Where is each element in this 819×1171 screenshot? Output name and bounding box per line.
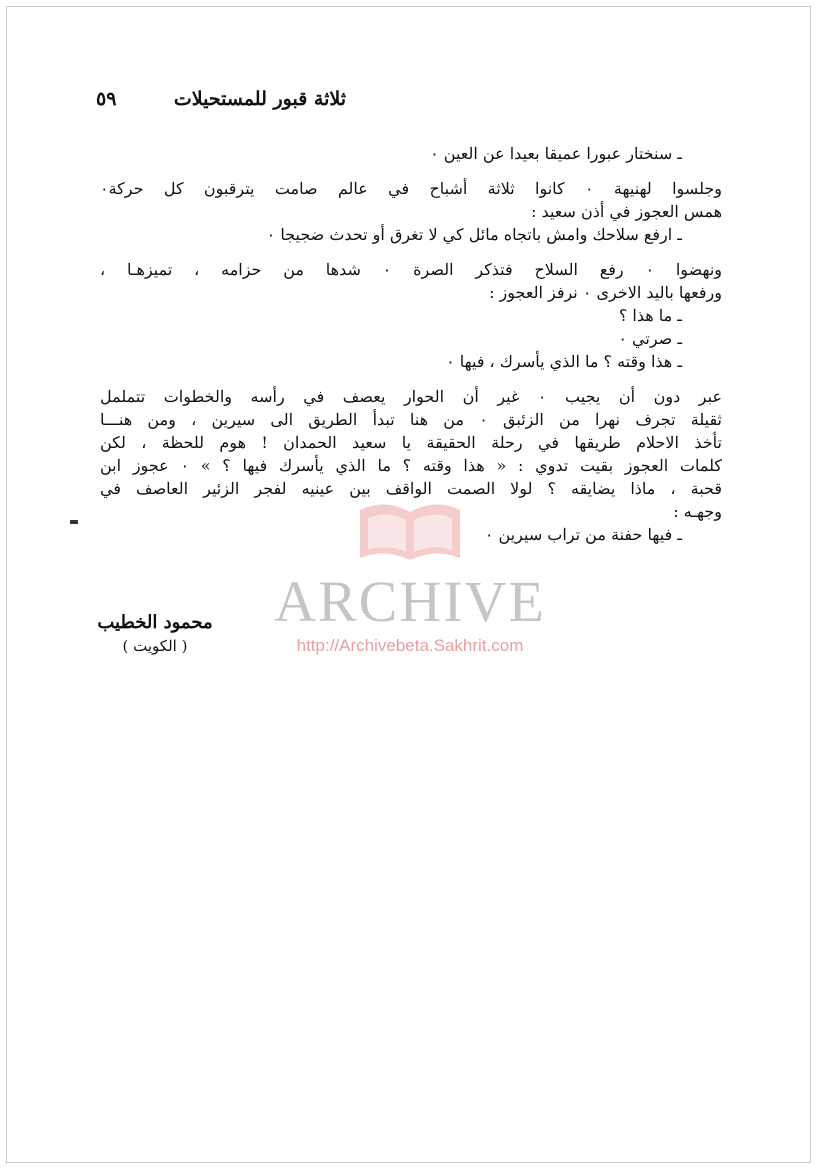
- text-line: عبر دون أن يجيب ٠ غير أن الحوار يعصف في رأسه والخطوات تتململ: [100, 387, 722, 406]
- text-line: همس العجوز في أذن سعيد :: [531, 202, 722, 221]
- scan-artifact: [70, 520, 78, 524]
- author-name: محمود الخطيب: [97, 612, 213, 633]
- watermark-url: http://Archivebeta.Sakhrit.com: [296, 636, 524, 655]
- text-line: ـ ارفع سلاحك وامش باتجاه مائل كي لا تغرق أو تحدث ضجيجا ٠: [266, 225, 682, 244]
- text-line: ـ سنختار عبورا عميقا بعيدا عن العين ٠: [430, 144, 682, 163]
- text-line: ونهضوا ٠ رفع السلاح فتذكر الصرة ٠ شدها من حزامه ، تميزهـا ،: [100, 260, 722, 279]
- watermark-text: ARCHIVE: [274, 569, 546, 634]
- paragraph-gap: [100, 165, 722, 177]
- text-line: ـ فيها حفنة من تراب سيرين ٠: [484, 525, 682, 544]
- text-line: قحبة ، ماذا يضايقه ؟ لولا الصمت الواقف بين عينيه لفجر الزئير العاصف في: [100, 479, 722, 498]
- text-line: كلمات العجوز بقيت تدوي : « هذا وقته ؟ ما الذي يأسرك فيها ؟ » ٠ عجوز ابن: [100, 456, 722, 475]
- page-header: [96, 88, 346, 118]
- running-title: ثلاثة قبور للمستحيلات: [173, 88, 346, 110]
- paragraph-gap: [100, 373, 722, 385]
- text-line: وجلسوا لهنيهة ٠ كانوا ثلاثة أشباح في عالم صامت يترقبون كل حركة٠: [100, 179, 722, 198]
- text-line: ورفعها باليد الاخرى ٠ نرفز العجوز :: [489, 283, 722, 302]
- text-line: ثقيلة تجرف نهرا من الزئبق ٠ من هنا تبدأ الطريق الى سيرين ، ومن هنـــا: [100, 410, 722, 429]
- article-body: [100, 142, 722, 546]
- page-number: ٥٩: [96, 88, 117, 110]
- signature: [80, 612, 230, 655]
- paragraph-gap: [100, 246, 722, 258]
- author-location: ( الكويت ): [122, 637, 188, 655]
- text-line: وجهـه :: [673, 502, 722, 521]
- text-line: ـ صرتي ٠: [618, 329, 682, 348]
- text-line: تأخذ الاحلام طريقها في رحلة الحقيقة يا سعيد الحمدان ! هوم للحظة ، لكن: [100, 433, 722, 452]
- text-line: ـ هذا وقته ؟ ما الذي يأسرك ، فيها ٠: [446, 352, 682, 371]
- text-line: ـ ما هذا ؟: [618, 306, 682, 325]
